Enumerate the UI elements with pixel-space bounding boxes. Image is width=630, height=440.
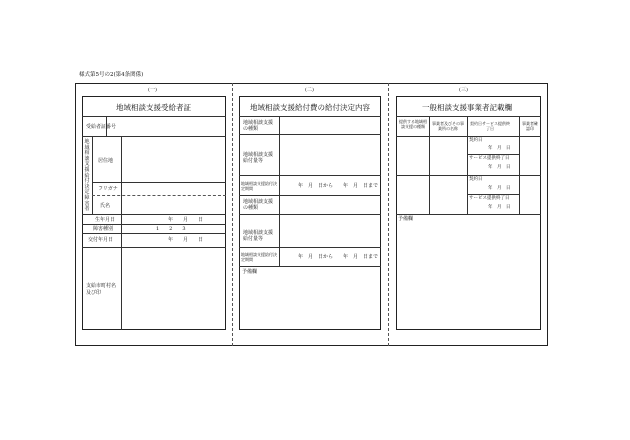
- issue-date-value: 年 月 日: [168, 237, 204, 243]
- col1-line: [82, 136, 226, 137]
- contract-label-1: 契約日: [469, 138, 483, 143]
- column-divider-2: [388, 83, 389, 346]
- amount2-label: 地域相談支援給付量等: [243, 230, 274, 242]
- end-date-1: 年 月 日: [488, 165, 511, 170]
- col1-dashed-line: [92, 195, 226, 196]
- col1-line: [82, 214, 226, 215]
- col3-line: [396, 214, 541, 215]
- type1-label: 地域相談支援の種類: [243, 120, 274, 132]
- col2-line: [239, 266, 381, 267]
- col1-line: [82, 233, 226, 234]
- col1-line: [121, 136, 122, 214]
- col2-line: [239, 214, 381, 215]
- col1-number: (一): [148, 87, 157, 93]
- col1-line: [82, 247, 226, 248]
- recipient-no-label: 受給者証番号: [86, 124, 117, 130]
- col1-title: 地域相談支援受給者証: [116, 103, 191, 112]
- address-label: 居住地: [98, 158, 114, 164]
- contract-label-2: 契約日: [469, 177, 483, 182]
- col3-header-dates: 契約日サービス提供終了日: [470, 121, 510, 131]
- col2-notes-label: 予備欄: [242, 269, 258, 275]
- birth-value: 年 月 日: [168, 217, 204, 223]
- col2-number: (二): [305, 87, 314, 93]
- col2-line: [279, 116, 280, 266]
- period1-value: 年 月 日から 年 月 日まで: [298, 183, 379, 189]
- col3-line: [519, 116, 520, 214]
- col3-header-confirm: 事業者確認印: [522, 121, 538, 131]
- recipient-side-label: 地域相談支援給付決定障害者: [84, 139, 90, 213]
- type2-label: 地域相談支援の種類: [243, 199, 274, 211]
- disability-value: 1 2 3: [156, 226, 186, 232]
- contract-date-1: 年 月 日: [488, 146, 511, 151]
- col3-line: [467, 154, 519, 155]
- col3-title: 一般相談支援事業者記載欄: [422, 103, 512, 112]
- disability-label: 障害種別: [93, 226, 114, 232]
- col1-line: [106, 116, 107, 136]
- column-divider-1: [232, 83, 233, 346]
- col2-line: [239, 247, 381, 248]
- col2-line: [239, 175, 381, 176]
- form-id: 様式第5号の2(第4条関係): [79, 72, 144, 78]
- amount1-label: 地域相談支援給付量等: [243, 152, 274, 164]
- furigana-label: フリガナ: [98, 186, 118, 192]
- period2-label: 地域相談支援給付決定期間: [241, 252, 277, 262]
- col2-line: [239, 195, 381, 196]
- birth-label: 生年月日: [95, 217, 116, 223]
- issue-date-label: 交付年月日: [88, 237, 114, 243]
- col2-line: [239, 116, 381, 117]
- period1-label: 地域相談支援給付決定期間: [241, 181, 277, 191]
- end-label-2: サービス提供終了日: [469, 196, 510, 201]
- col3-number: (三): [459, 87, 468, 93]
- col3-line: [467, 194, 519, 195]
- col3-header-type: 提供する地域相談支援の種類: [399, 119, 427, 129]
- period2-value: 年 月 日から 年 月 日まで: [298, 254, 379, 260]
- col3-header-provider: 事業者及びその事業所の名称: [432, 121, 464, 131]
- col3-notes-label: 予備欄: [398, 216, 414, 222]
- col1-line: [82, 224, 226, 225]
- end-label-1: サービス提供終了日: [469, 156, 510, 161]
- col1-line: [92, 182, 226, 183]
- col3-line: [429, 116, 430, 214]
- col1-line: [92, 136, 93, 214]
- end-date-2: 年 月 日: [488, 205, 511, 210]
- name-label: 氏名: [100, 203, 111, 209]
- contract-date-2: 年 月 日: [488, 186, 511, 191]
- city-label: 支給市町村名及び印: [86, 283, 117, 296]
- col1-line: [82, 116, 226, 117]
- col2-title: 地域相談支援給付費の給付決定内容: [250, 103, 370, 112]
- col1-line: [121, 214, 122, 330]
- col3-line: [396, 175, 541, 176]
- col2-line: [239, 134, 381, 135]
- col3-line: [467, 116, 468, 214]
